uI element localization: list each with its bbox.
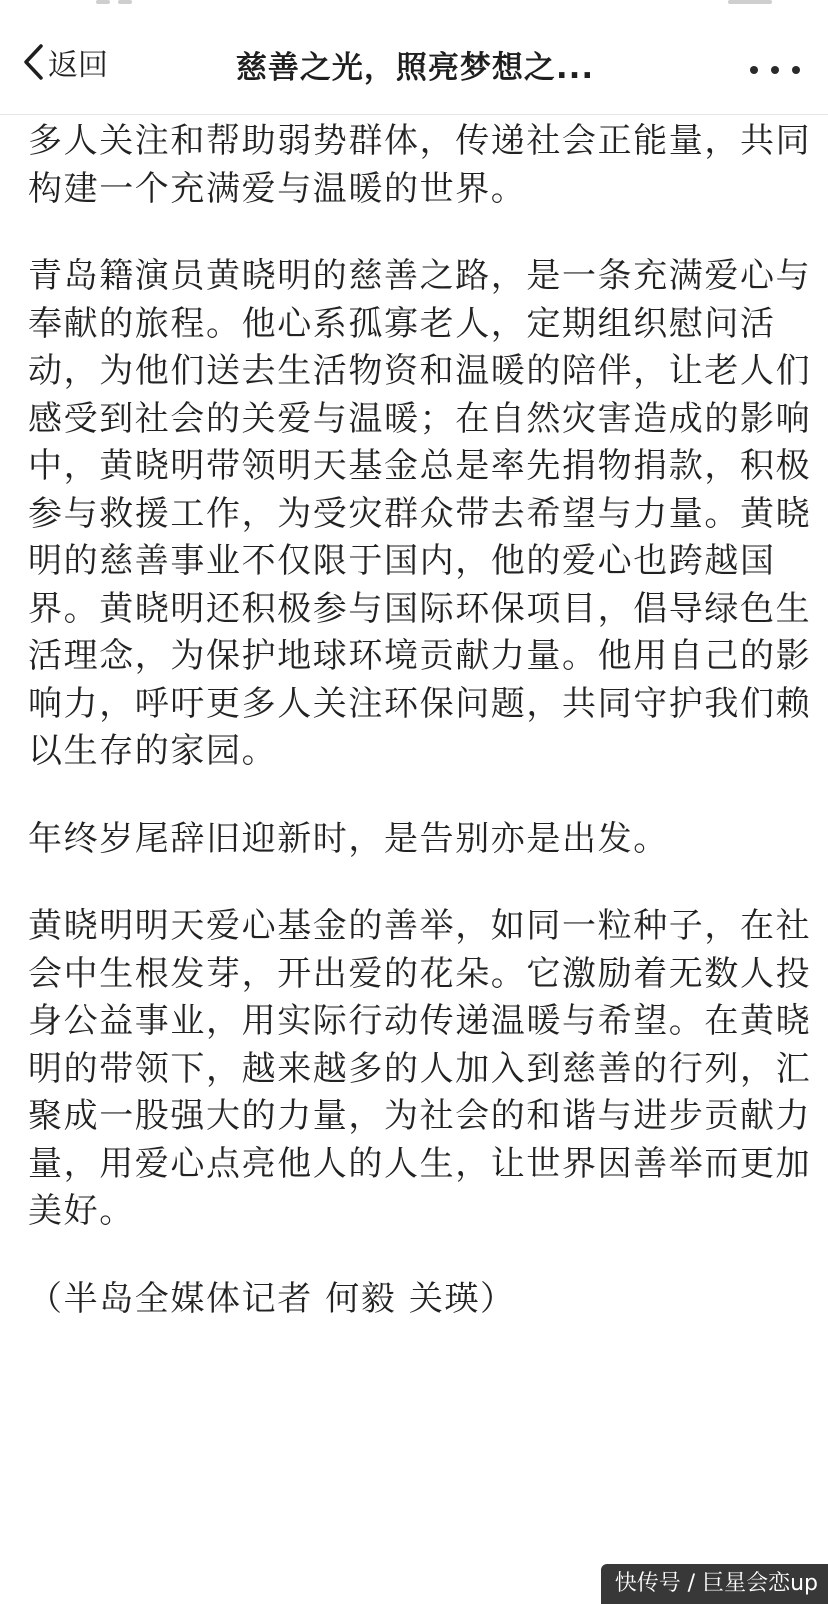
status-mark xyxy=(728,0,772,4)
more-dot-icon xyxy=(771,66,779,74)
article-body xyxy=(28,118,818,1363)
article-paragraph: 黄晓明明天爱心基金的善举，如同一粒种子，在社会中生根发芽，开出爱的花朵。它激励着无数人投身公益事业，用实际行动传递温暖与希望。在黄晓明的带领下，越来越多的人加入到慈善的行列，汇聚成一股强大的力量，为社会的和谐与进步贡献力量，用爱心点亮他人的人生，让世界因善举而更加美好。 xyxy=(28,906,812,1231)
status-mark xyxy=(118,0,132,4)
more-dot-icon xyxy=(750,66,758,74)
status-bar-remnant xyxy=(0,0,828,10)
article-paragraph: 多人关注和帮助弱势群体，传递社会正能量，共同构建一个充满爱与温暖的世界。 xyxy=(28,121,812,209)
article-credit: （半岛全媒体记者 何毅 关瑛） xyxy=(28,1278,516,1319)
back-button[interactable] xyxy=(22,40,108,84)
navigation-bar xyxy=(0,10,828,115)
status-mark xyxy=(96,0,110,4)
more-options-button[interactable] xyxy=(750,60,800,80)
article-paragraph: 年终岁尾辞旧迎新时，是告别亦是出发。 xyxy=(28,818,669,859)
article-paragraph: 青岛籍演员黄晓明的慈善之路，是一条充满爱心与奉献的旅程。他心系孤寡老人，定期组织慰问活动，为他们送去生活物资和温暖的陪伴，让老人们感受到社会的关爱与温暖；在自然灾害造成的影响中，黄晓明带领明天基金总是率先捐物捐款，积极参与救援工作，为受灾群众带去希望与力量。黄晓明的慈善事业不仅限于国内，他的爱心也跨越国界。黄晓明还积极参与国际环保项目，倡导绿色生活理念，为保护地球环境贡献力量。他用自己的影响力，呼吁更多人关注环保问题，共同守护我们赖以生存的家园。 xyxy=(28,256,812,771)
back-label: 返回 xyxy=(48,48,108,83)
source-watermark: 快传号 / 巨星会恋up xyxy=(601,1564,828,1604)
more-dot-icon xyxy=(792,66,800,74)
chevron-left-icon xyxy=(22,43,44,81)
page-title: 慈善之光，照亮梦想之... xyxy=(235,50,595,86)
